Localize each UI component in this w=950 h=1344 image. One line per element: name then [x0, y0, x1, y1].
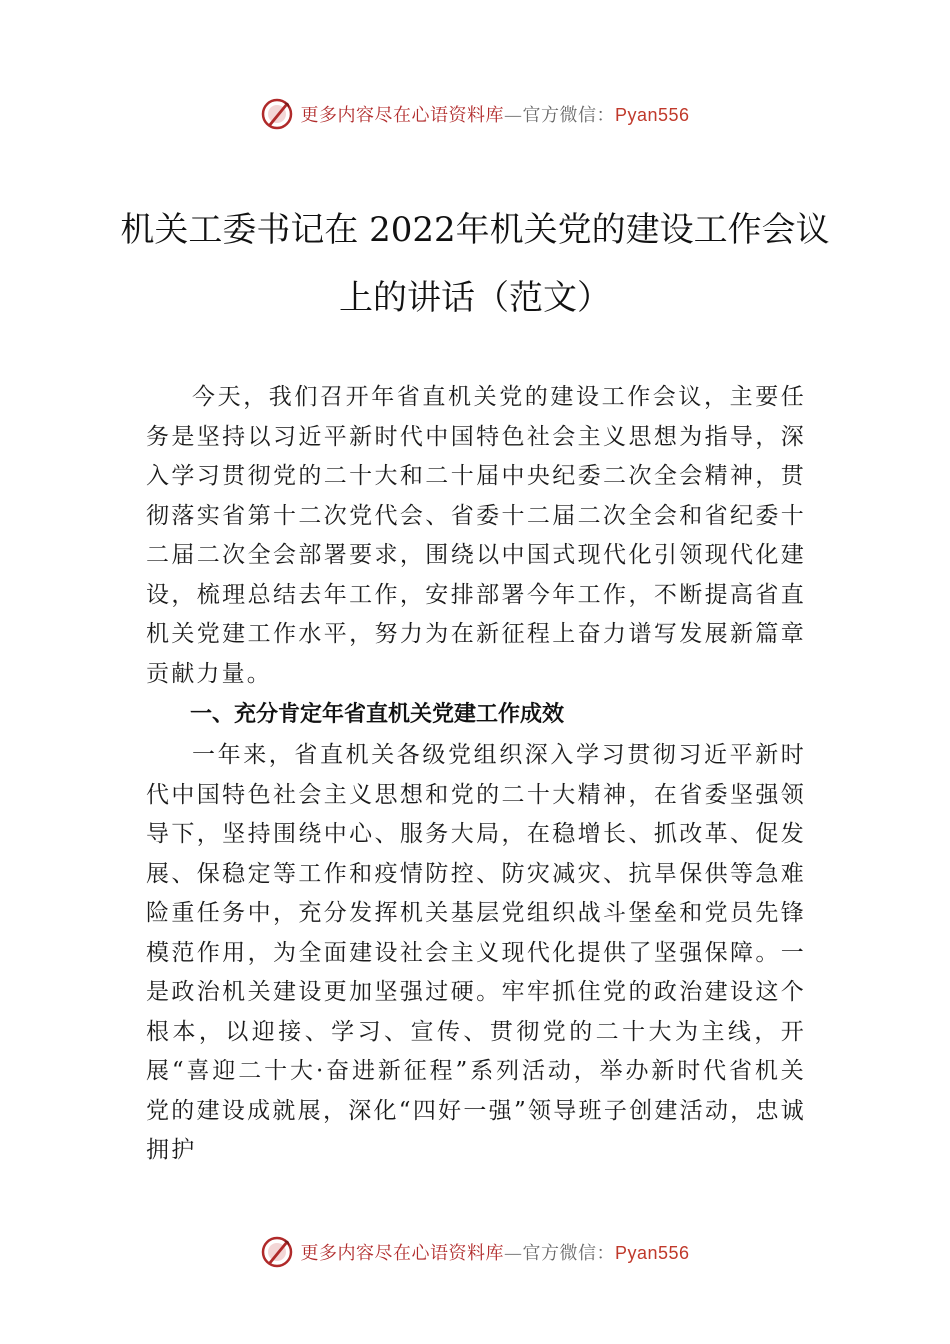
banner-separator: — [503, 1243, 523, 1264]
header-banner [0, 94, 950, 134]
banner-wechat-id: Pyan556 [614, 105, 690, 125]
banner-main-text: 更多内容尽在心语资料库 [300, 1243, 504, 1264]
document-title: 机关工委书记在 2022年机关党的建设工作会议上的讲话（范文） [120, 210, 830, 318]
intro-paragraph: 今天，我们召开年省直机关党的建设工作会议，主要任务是坚持以习近平新时代中国特色社会主义思想为指导，深入学习贯彻党的二十大和二十届中央纪委二次全会精神，贯彻落实省第十二次党代会、省委十二届二次全会和省纪委十二届二次全会部署要求，围绕以中国式现代化引领现代化建设，梳理总结去年工作，安排部署今年工作，不断提高省直机关党建工作水平，努力为在新征程上奋力谱写发展新篇章贡献力量。 [146, 384, 806, 687]
banner-wechat-id: Pyan556 [614, 1243, 690, 1263]
banner-text [300, 101, 689, 127]
footer-banner [0, 1232, 950, 1272]
banner-wechat-label: 官方微信： [522, 105, 615, 126]
section-paragraph: 一年来，省直机关各级党组织深入学习贯彻习近平新时代中国特色社会主义思想和党的二十大精神，在省委坚强领导下，坚持围绕中心、服务大局，在稳增长、抓改革、促发展、保稳定等工作和疫情防控、防灾减灾、抗旱保供等急难险重任务中，充分发挥机关基层党组织战斗堡垒和党员先锋模范作用，为全面建设社会主义现代化提供了坚强保障。一是政治机关建设更加坚强过硬。牢牢抓住党的政治建设这个根本，以迎接、学习、宣传、贯彻党的二十大为主线，开展“喜迎二十大·奋进新征程”系列活动，举办新时代省机关党的建设成就展，深化“四好一强”领导班子创建活动，忠诚拥护 [146, 742, 806, 1163]
document-body [146, 378, 806, 1171]
quill-pen-seal-icon [260, 1235, 294, 1269]
banner-separator: — [503, 105, 523, 126]
quill-pen-seal-icon [260, 97, 294, 131]
banner-wechat-label: 官方微信： [522, 1243, 615, 1264]
section-heading: 一、充分肯定年省直机关党建工作成效 [190, 702, 565, 727]
banner-text [300, 1239, 689, 1265]
banner-main-text: 更多内容尽在心语资料库 [300, 105, 504, 126]
